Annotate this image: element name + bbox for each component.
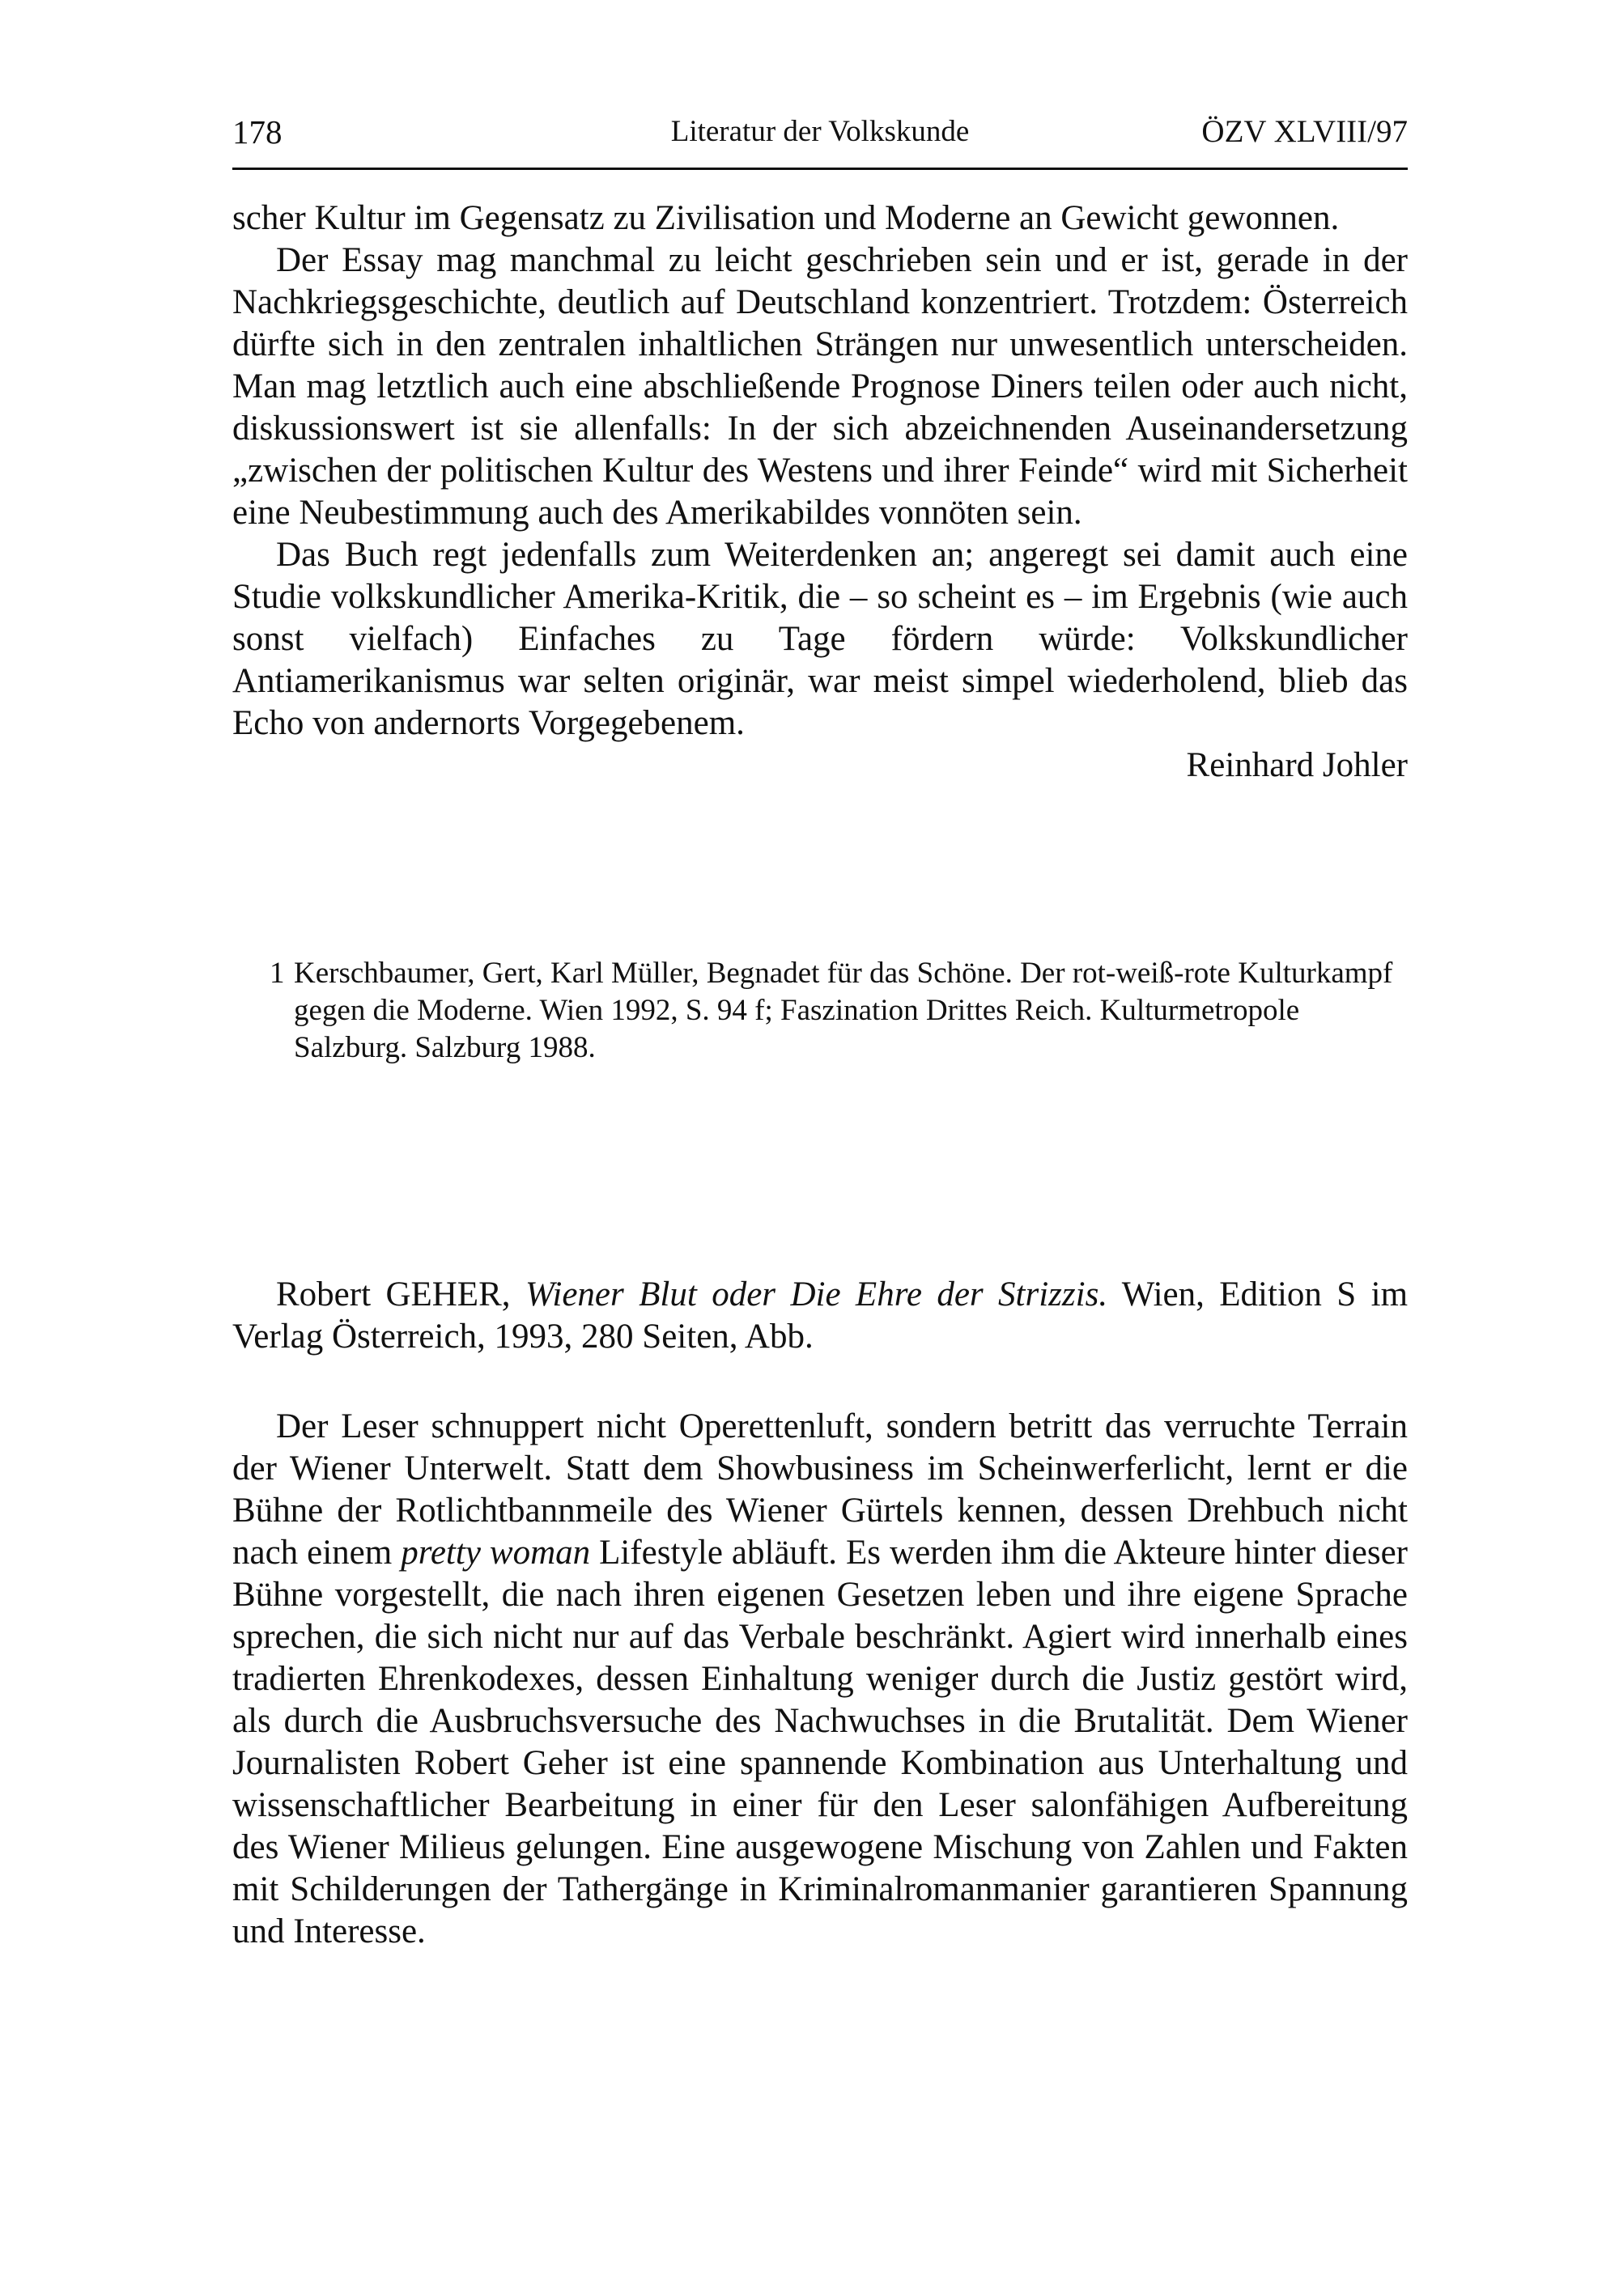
text-run: Der Leser schnuppert nicht Operettenluft, sondern betritt das verruchte Terrain der Wiener Unterwelt. Statt dem Showbusiness im Scheinwerferlicht, lernt er die Bühne der Rotlichtbannmeile des Wiener Gürtels kennen, dessen Drehbuch nicht nach einem <box>232 1407 1408 1572</box>
footnote-text: Kerschbaumer, Gert, Karl Müller, Begnadet für das Schöne. Der rot-weiß-rote Kulturkampf gegen die Moderne. Wien 1992, S. 94 f; Faszination Drittes Reich. Kulturmetropole Salzburg. Salzburg 1988. <box>294 957 1393 1064</box>
book-publication: Wien, Edition S im Verlag Österreich, 1993, 280 Seiten, Abb. <box>232 1275 1409 1356</box>
paragraph: Der Essay mag manchmal zu leicht geschrieben sein und er ist, gerade in der Nachkriegsgeschichte, deutlich auf Deutschland konzentriert. Trotzdem: Österreich dürfte sich in den zentralen inhaltlichen Strängen nur unwesentlich unterscheiden. Man mag letztlich auch eine abschließende Prognose Diners teilen oder auch nicht, diskussionswert ist sie allenfalls: In der sich abzeichnenden Auseinandersetzung „zwischen der politischen Kultur des Westens und ihrer Feinde“ wird mit Sicherheit eine Neubestimmung auch des Amerikabildes vonnöten sein. <box>232 241 1408 532</box>
review-2-body <box>232 1406 1408 1953</box>
paragraph: scher Kultur im Gegensatz zu Zivilisation und Moderne an Gewicht gewonnen. <box>232 199 1340 237</box>
header-rule <box>232 168 1408 170</box>
book-title: Wiener Blut oder Die Ehre der Strizzis. <box>525 1275 1108 1314</box>
book-author: Robert GEHER, <box>276 1275 511 1314</box>
text-run: Lifestyle abläuft. Es werden ihm die Akteure hinter dieser Bühne vorgestellt, die nach ihren eigenen Gesetzen leben und ihre eigene Sprache sprechen, die sich nicht nur auf das Verbale beschränkt. Agiert wird innerhalb eines tradierten Ehrenkodexes, dessen Einhaltung weniger durch die Justiz gestört wird, als durch die Ausbruchsversuche des Nachwuchses in die Brutalität. Dem Wiener Journalisten Robert Geher ist eine spannende Kombination aus Unterhaltung und wissenschaftlicher Bearbeitung in einer für den Leser salonfähigen Aufbereitung des Wiener Milieus gelungen. Eine ausgewogene Mischung von Zahlen und Fakten mit Schilderungen der Tathergänge in Kriminalromanmanier garantieren Spannung und Interesse. <box>232 1534 1408 1950</box>
review-2-heading <box>232 1274 1408 1358</box>
paragraph <box>232 1406 1408 1953</box>
reviewer-signature: Reinhard Johler <box>1186 746 1408 784</box>
paragraph: Das Buch regt jedenfalls zum Weiterdenken an; angeregt sei damit auch eine Studie volkskundlicher Amerika-Kritik, die – so scheint es – im Ergebnis (wie auch sonst vielfach) Einfaches zu Tage fördern würde: Volkskundlicher Antiamerikanismus war selten originär, war meist simpel wiederholend, blieb das Echo von andernorts Vorgegebenem. <box>232 536 1408 742</box>
journal-issue: ÖZV XLVIII/97 <box>1201 114 1408 149</box>
footnote-number: 1 <box>270 957 285 990</box>
section-title: Literatur der Volkskunde <box>670 115 970 148</box>
footnote <box>270 955 1413 1067</box>
running-head <box>232 112 1408 152</box>
italic-phrase: pretty woman <box>401 1534 591 1572</box>
page-number: 178 <box>232 113 283 151</box>
review-1-body <box>232 197 1408 787</box>
